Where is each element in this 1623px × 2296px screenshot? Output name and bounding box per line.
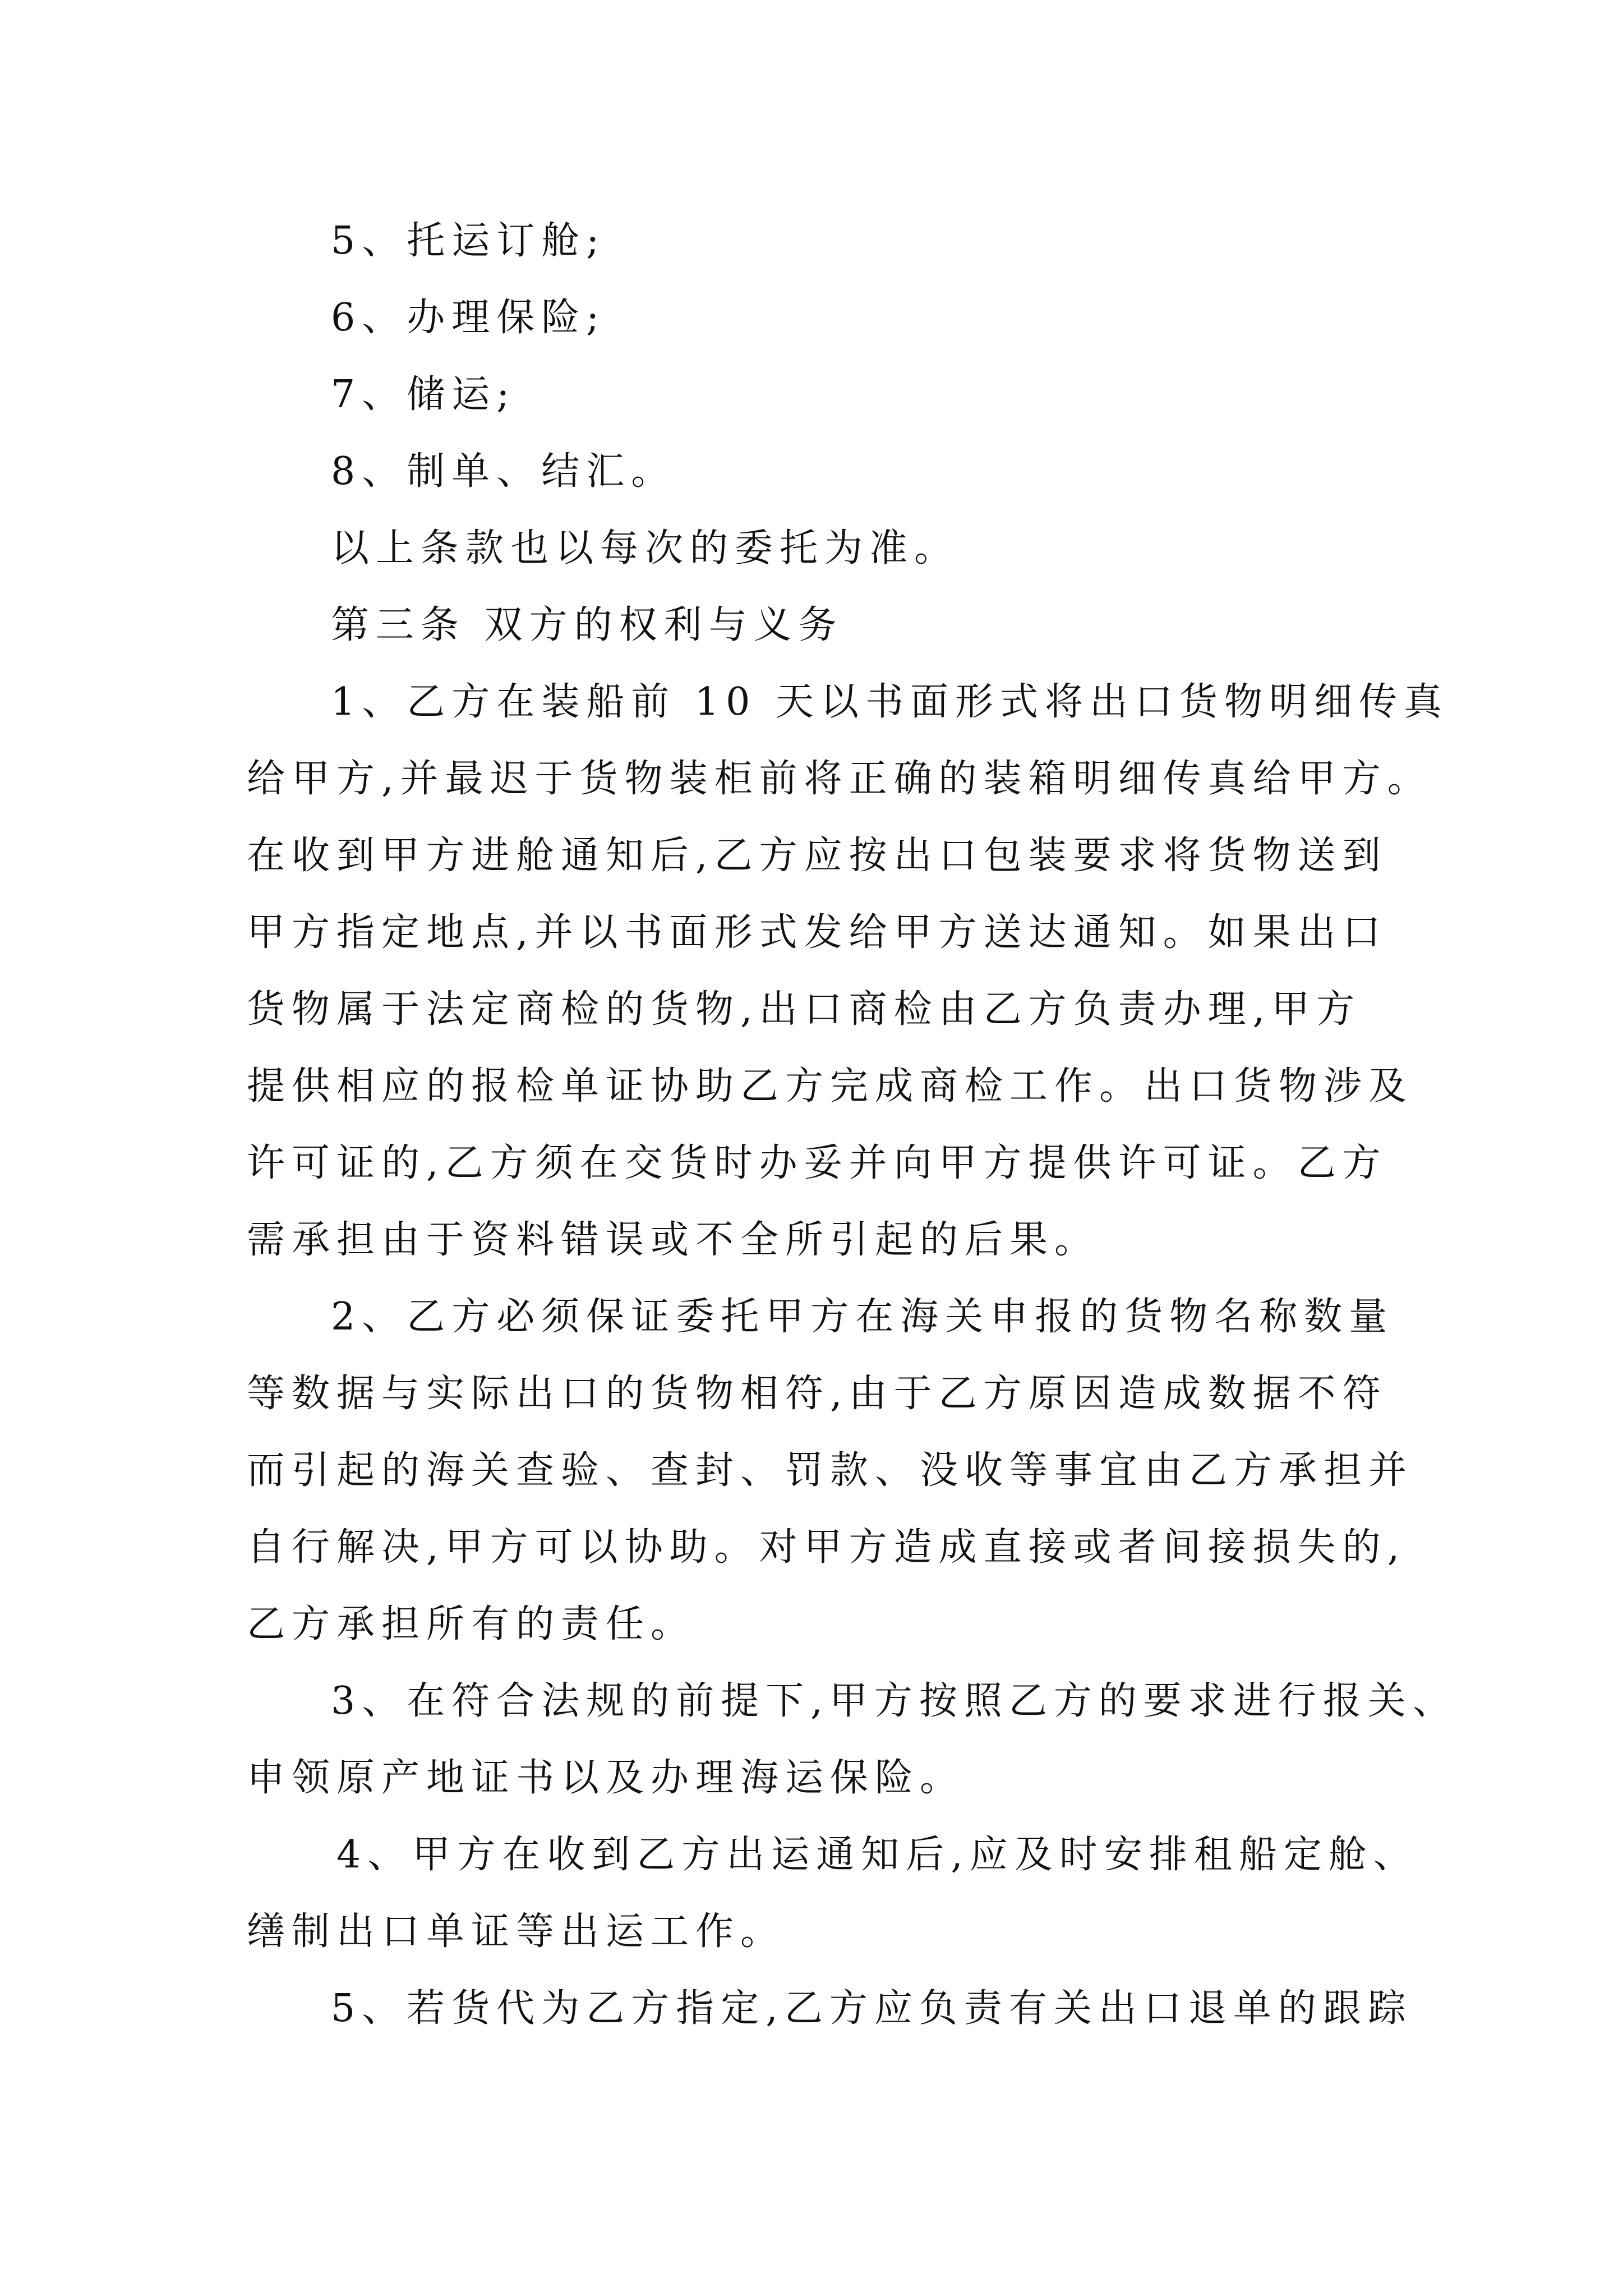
clause-1-line: 给甲方,并最迟于货物装柜前将正确的装箱明细传真给甲方。 [247,757,1432,801]
clause-2-line: 2、乙方必须保证委托甲方在海关申报的货物名称数量 [331,1295,1394,1339]
clause-1-line: 货物属于法定商检的货物,出口商检由乙方负责办理,甲方 [247,987,1362,1032]
clause-1-line: 1、乙方在装船前 10 天以书面形式将出口货物明细传真 [331,680,1449,724]
clause-5-line: 5、若货代为乙方指定,乙方应负责有关出口退单的跟踪 [331,1986,1413,2031]
clause-3-line: 3、在符合法规的前提下,甲方按照乙方的要求进行报关、 [331,1679,1458,1723]
list-item-booking: 5、托运订舱; [331,219,606,263]
clause-3-line: 申领原产地证书以及办理海运保险。 [247,1756,965,1800]
clause-1-line: 提供相应的报检单证协助乙方完成商检工作。出口货物涉及 [247,1064,1414,1108]
clause-4-line: 缮制出口单证等出运工作。 [247,1910,786,1954]
clause-2-line: 自行解决,甲方可以协助。对甲方造成直接或者间接损失的, [247,1525,1407,1570]
clause-1-line: 需承担由于资料错误或不全所引起的后果。 [247,1218,1100,1262]
section-heading: 第三条 双方的权利与义务 [331,603,843,647]
list-item-insurance: 6、办理保险; [331,296,606,340]
clause-2-line: 乙方承担所有的责任。 [247,1602,696,1646]
list-item-storage: 7、储运; [331,372,517,417]
clause-1-line: 在收到甲方进舱通知后,乙方应按出口包装要求将货物送到 [247,834,1387,878]
clause-1-line: 许可证的,乙方须在交货时办妥并向甲方提供许可证。乙方 [247,1141,1387,1185]
clause-2-line: 等数据与实际出口的货物相符,由于乙方原因造成数据不符 [247,1372,1387,1416]
paragraph-note: 以上条款也以每次的委托为准。 [331,526,960,570]
clause-2-line: 而引起的海关查验、查封、罚款、没收等事宜由乙方承担并 [247,1448,1414,1493]
clause-4-line: 4、甲方在收到乙方出运通知后,应及时安排租船定舱、 [336,1833,1418,1877]
list-item-settlement: 8、制单、结汇。 [331,449,676,494]
clause-1-line: 甲方指定地点,并以书面形式发给甲方送达通知。如果出口 [247,910,1387,955]
